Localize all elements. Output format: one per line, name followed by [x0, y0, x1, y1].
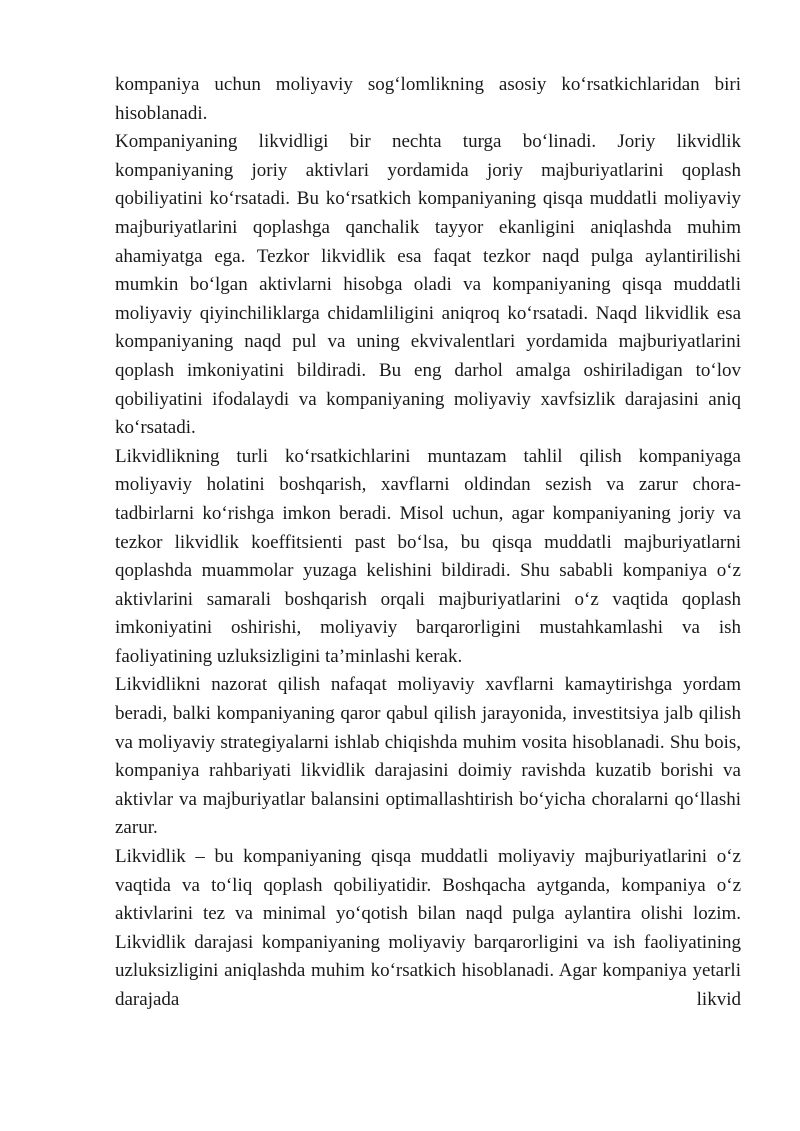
- paragraph: kompaniya uchun moliyaviy sogʻlomlikning asosiy koʻrsatkichlaridan biri hisoblanadi.: [115, 74, 741, 124]
- paragraph: Likvidlikni nazorat qilish nafaqat moliyaviy xavflarni kamaytirishga yordam beradi, balki kompaniyaning qaror qabul qilish jarayonida, investitsiya jalb qilish va moliyaviy strategiyalarni ishlab chiqishda muhim vosita hisoblanadi. Shu bois, kompaniya rahbariyati likvidlik darajasini doimiy ravishda kuzatib borishi va aktivlar va majburiyatlar balansini optimallashtirish boʻyicha choralarni qoʻllashi zarur.: [115, 674, 741, 839]
- paragraph: Kompaniyaning likvidligi bir nechta turga boʻlinadi. Joriy likvidlik kompaniyaning joriy aktivlari yordamida joriy majburiyatlarini qoplash qobiliyatini koʻrsatadi. Bu koʻrsatkich kompaniyaning qisqa muddatli moliyaviy majburiyatlarini qoplashga qanchalik tayyor ekanligini aniqlashda muhim ahamiyatga ega. Tezkor likvidlik esa faqat tezkor naqd pulga aylantirilishi mumkin boʻlgan aktivlarni hisobga oladi va kompaniyaning qisqa muddatli moliyaviy qiyinchiliklarga chidamliligini aniqroq koʻrsatadi. Naqd likvidlik esa kompaniyaning naqd pul va uning ekvivalentlari yordamida majburiyatlarini qoplash imkoniyatini bildiradi. Bu eng darhol amalga oshiriladigan toʻlov qobiliyatini ifodalaydi va kompaniyaning moliyaviy xavfsizlik darajasini aniq koʻrsatadi.: [115, 131, 741, 439]
- document-page: [115, 71, 741, 1015]
- paragraph: Likvidlikning turli koʻrsatkichlarini muntazam tahlil qilish kompaniyaga moliyaviy holatini boshqarish, xavflarni oldindan sezish va zarur chora-tadbirlarni koʻrishga imkon beradi. Misol uchun, agar kompaniyaning joriy va tezkor likvidlik koeffitsienti past boʻlsa, bu qisqa muddatli majburiyatlarni qoplashda muammolar yuzaga kelishini bildiradi. Shu sababli kompaniya oʻz aktivlarini samarali boshqarish orqali majburiyatlarini oʻz vaqtida qoplash imkoniyatini oshirishi, moliyaviy barqarorligini mustahkamlashi va ish faoliyatining uzluksizligini taʼminlashi kerak.: [115, 445, 741, 667]
- paragraph: Likvidlik – bu kompaniyaning qisqa muddatli moliyaviy majburiyatlarini oʻz vaqtida va toʻliq qoplash qobiliyatidir. Boshqacha aytganda, kompaniya oʻz aktivlarini tez va minimal yoʻqotish bilan naqd pulga aylantira olishi lozim. Likvidlik darajasi kompaniyaning moliyaviy barqarorligini va ish faoliyatining uzluksizligini aniqlashda muhim koʻrsatkich hisoblanadi. Agar kompaniya yetarli darajada likvid: [115, 846, 741, 1010]
